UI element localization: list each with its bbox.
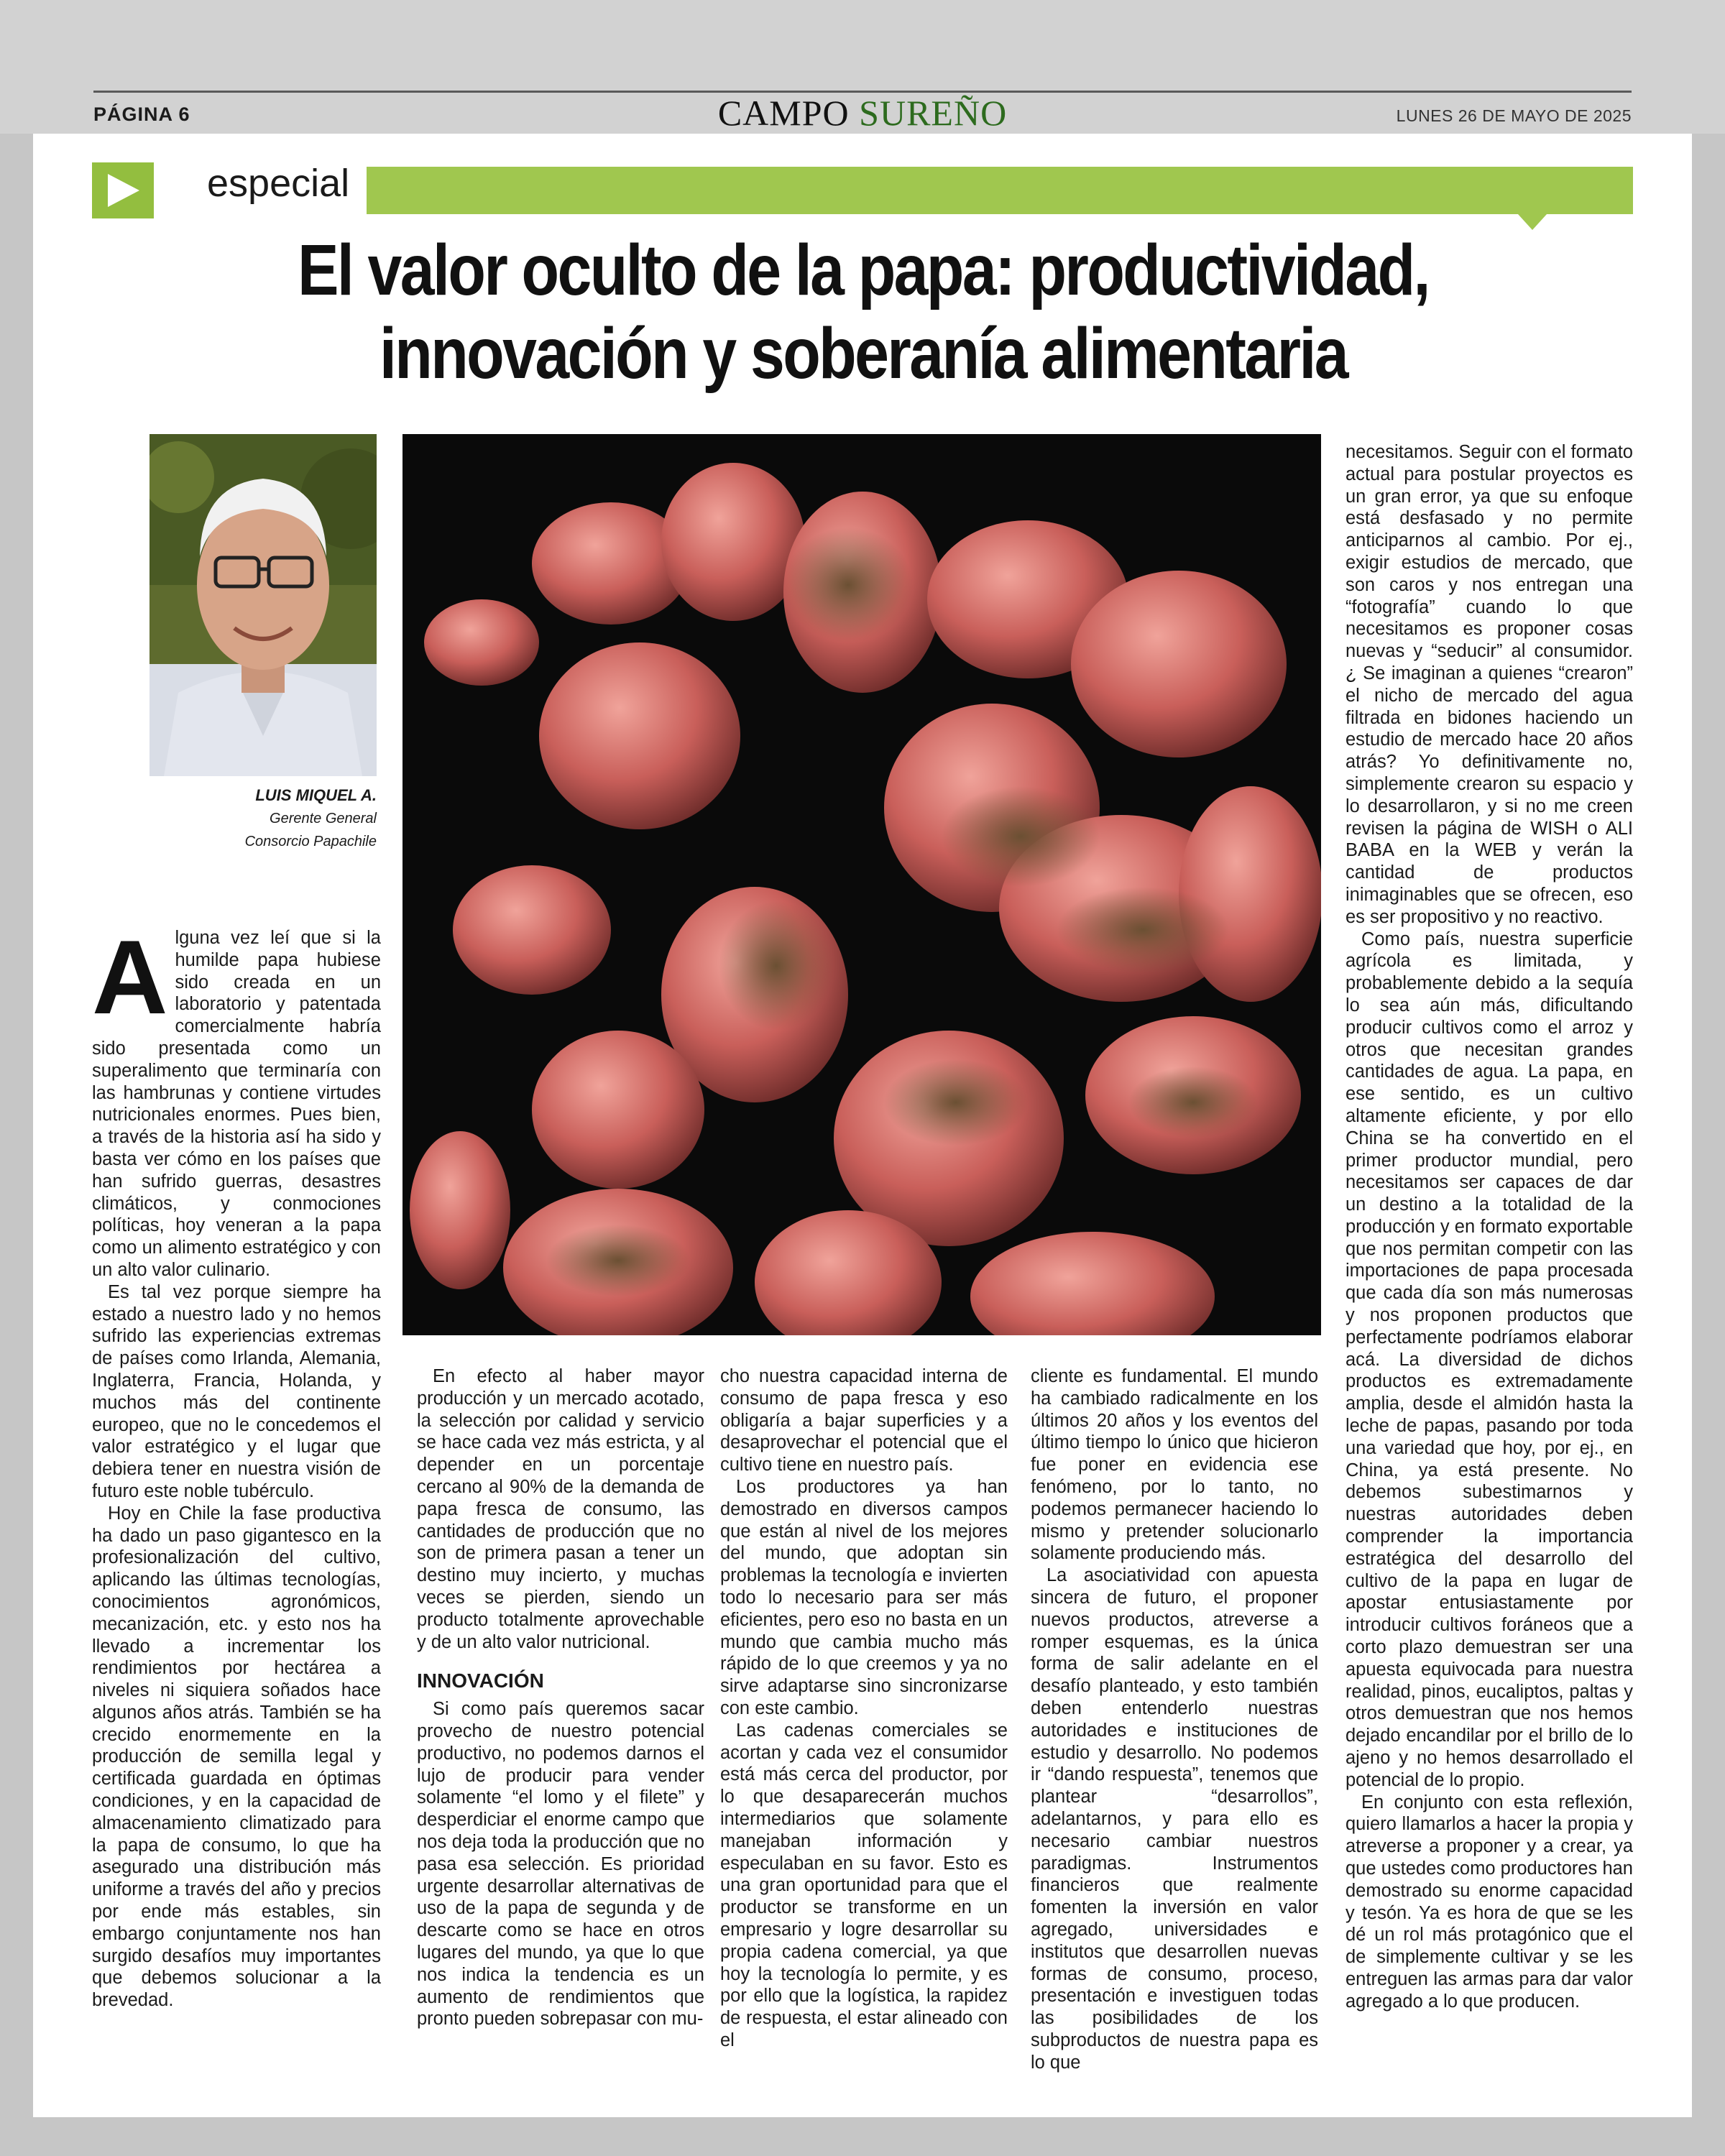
- article-column-4: [1031, 1365, 1318, 2073]
- section-bar: [367, 167, 1633, 214]
- section-label: especial: [207, 162, 350, 205]
- section-bar-notch: [1518, 214, 1547, 230]
- author-organization: Consorcio Papachile: [244, 834, 377, 849]
- article-column-2: [417, 1365, 704, 2055]
- paragraph: Como país, nuestra superficie agrícola es limitada, y probablemente debido a la sequía lo sea aún más, dificultando producir cultivos como el arroz y otros que necesitan grandes cantidades de agua. La papa, en ese sentido, es un cultivo altamente eficiente, y por ello China se ha convertido en el primer productor mundial, pero necesitamos ser capaces de dar un destino a la totalidad de la producción y en formato exportable que nos permitan competir con las importaciones de papa procesada que cada día son más numerosas y nos proponen productos que perfectamente podríamos elaborar acá. La diversidad de dichos productos es extremadamente amplia, desde el almidón hasta la leche de papas, pasando por toda una variedad que hoy, por ej., en China, ya está presente. No debemos subestimarnos y nuestras autoridades deben comprender la importancia estratégica del desarrollo del cultivo de la papa en lugar de apostar entusiastamente por introducir cultivos foráneos que a corto plazo demuestran ser una apuesta equivocada para nuestra realidad, pinos, eucaliptos, paltas y otros demuestran que nos hemos dejado encandilar por el brillo de lo ajeno y no hemos desarrollado el potencial de lo propio.: [1346, 929, 1633, 1790]
- paragraph: Si como país queremos sacar provecho de nuestro potencial productivo, no podemos darnos el lujo de producir para vender solamente “el lomo y el filete” y desperdiciar el enorme campo que nos deja toda la producción que no pasa esa selección. Es prioridad urgente desarrollar alternativas de uso de la papa de segunda y de descarte como se hace en otros lugares del mundo, ya que lo que nos indica la tendencia es un aumento de rendimientos que pronto pueden sobrepasar con mu-: [417, 1699, 704, 2030]
- headline: [201, 229, 1525, 395]
- paragraph: cliente es fundamental. El mundo ha cambiado radicalmente en los últimos 20 años y los eventos del último tiempo lo único que hicieron fue poner en evidencia ese fenómeno, por lo tanto, no podemos permanecer haciendo lo mismo y pretender solucionarlo solamente produciendo más.: [1031, 1366, 1318, 1564]
- masthead-word1: CAMPO: [717, 93, 850, 133]
- author-role: Gerente General: [270, 811, 377, 826]
- headline-line1: El valor oculto de la papa: productividad,: [298, 230, 1429, 310]
- play-arrow-icon: [92, 162, 154, 218]
- author-name: LUIS MIQUEL A.: [255, 786, 377, 804]
- paragraph: La asociatividad con apuesta sincera de futuro, el proponer nuevos productos, atreverse a romper esquemas, es la única forma de salir adelante en el desafío planteado, y esto también deben entenderlo nuestras autoridades e instituciones de estudio y desarrollo. No podemos ir “dando respuesta”, tenemos que plantear “desarrollos”, adelantarnos, y para ello es necesario cambiar nuestros paradigmas. Instrumentos financieros que realmente fomenten la inversión en valor agregado, universidades e institutos que desarrollen nuevas formas de consumo, proceso, presentación e investiguen todas las posibilidades de los subproductos de nuestra papa es lo que: [1031, 1565, 1318, 2073]
- paragraph: En efecto al haber mayor producción y un mercado acotado, la selección por calidad y servicio se hace cada vez más estricta, y al depender en un porcentaje cercano al 90% de la demanda de papa fresca de consumo, las cantidades de producción que no son de primera pasan a tener un destino muy incierto, y muchas veces se pierden, siendo un producto totalmente aprovechable y de un alto valor nutricional.: [417, 1366, 704, 1652]
- author-photo: [150, 434, 377, 776]
- headline-line2: innovación y soberanía alimentaria: [379, 313, 1348, 394]
- article-column-3: [720, 1365, 1008, 2055]
- paragraph: En conjunto con esta reflexión, quiero llamarlos a hacer la propia y atreverse a proponer y a crear, ya que ustedes como productores han demostrado su enorme capacidad y tesón. Ya es hora de que se les dé un rol más protagónico que el de simplemente cultivar y se les entreguen las armas para dar valor agregado a lo que producen.: [1346, 1792, 1633, 2012]
- paragraph: lguna vez leí que si la humilde papa hubiese sido creada en un laboratorio y patentada comercialmente habría sido presentada como un superalimento que terminaría con las hambrunas y contiene virtudes nutricionales enormes. Pues bien, a través de la historia así ha sido y basta ver cómo en los países que han sufrido guerras, desastres climáticos, y conmociones políticas, hoy veneran a la papa como un alimento estratégico y con un alto valor culinario.: [92, 928, 381, 1280]
- paragraph: Las cadenas comerciales se acortan y cada vez el consumidor está más cerca del productor, por lo que desaparecerán muchos intermediarios que solamente manejaban información y especulaban en su favor. Esto es una gran oportunidad para que el productor se transforme en un empresario y logre desarrollar su propia cadena comercial, ya que hoy la tecnología lo permite, y es por ello que la logística, la rapidez de respuesta, el estar alineado con el: [720, 1720, 1008, 2050]
- publication-date: LUNES 26 DE MAYO DE 2025: [1396, 106, 1632, 125]
- article-column-5: [1346, 441, 1633, 2058]
- article-column-1: [92, 918, 381, 2048]
- masthead-word2: SUREÑO: [859, 93, 1008, 133]
- paragraph: Los productores ya han demostrado en diversos campos que están al nivel de los mejores del mundo, que adoptan sin problemas la tecnología e invierten todo lo necesario para ser más eficientes, pero eso no basta en un mundo que cambia mucho más rápido de lo que creemos y ya no sirve adaptarse sino sincronizarse con este cambio.: [720, 1476, 1008, 1718]
- paragraph: cho nuestra capacidad interna de consumo de papa fresca y eso obligaría a bajar superficies y a desaprovechar el potencial que el cultivo tiene en nuestro país.: [720, 1366, 1008, 1475]
- paragraph: necesitamos. Seguir con el formato actual para postular proyectos es un gran error, ya que su enfoque está desfasado y no permite anticiparnos al cambio. Por ej., exigir estudios de mercado, que son caros y nos entregan una “fotografía” cuando lo que necesitamos es proponer cosas nuevas y “seducir” al consumidor. ¿ Se imaginan a quienes “crearon” el nicho de mercado del agua filtrada en bidones haciendo un estudio de mercado hace 20 años atrás? Yo definitivamente no, simplemente crearon su espacio y lo desarrollaron, y si no me creen revisen la página de WISH o ALI BABA en la WEB y verán la cantidad de productos inimaginables que se ofrecen, eso es ser propositivo y no reactivo.: [1346, 442, 1633, 927]
- page-number: PÁGINA 6: [93, 103, 190, 125]
- paragraph: Es tal vez porque siempre ha estado a nuestro lado y no hemos sufrido las experiencias extremas de países como Irlanda, Alemania, Inglaterra, Francia, Holanda, y muchos más del continente europeo, que no le concedemos el valor estratégico y el lugar que debiera tener en nuestra visión de futuro este noble tubérculo.: [92, 1281, 381, 1501]
- potatoes-photo: [402, 434, 1321, 1335]
- drop-cap: A: [92, 918, 168, 1036]
- paragraph: Hoy en Chile la fase productiva ha dado un paso gigantesco en la profesionalización del cultivo, aplicando las últimas tecnologías, conocimientos agronómicos, mecanización, etc. y esto nos ha llevado a incrementar los rendimientos por hectárea a niveles ni siquiera soñados hace algunos años atrás. También se ha crecido enormemente en la producción de semilla legal y certificada guardada en óptimas condiciones, y en la capacidad de almacenamiento climatizado para la papa de consumo, lo que ha asegurado una distribución más uniforme a través del año y precios por ende más estables, sin embargo conjuntamente nos han surgido desafíos muy importantes que debemos solucionar a la brevedad.: [92, 1503, 381, 2011]
- subheading-innovacion: INNOVACIÓN: [417, 1669, 544, 1692]
